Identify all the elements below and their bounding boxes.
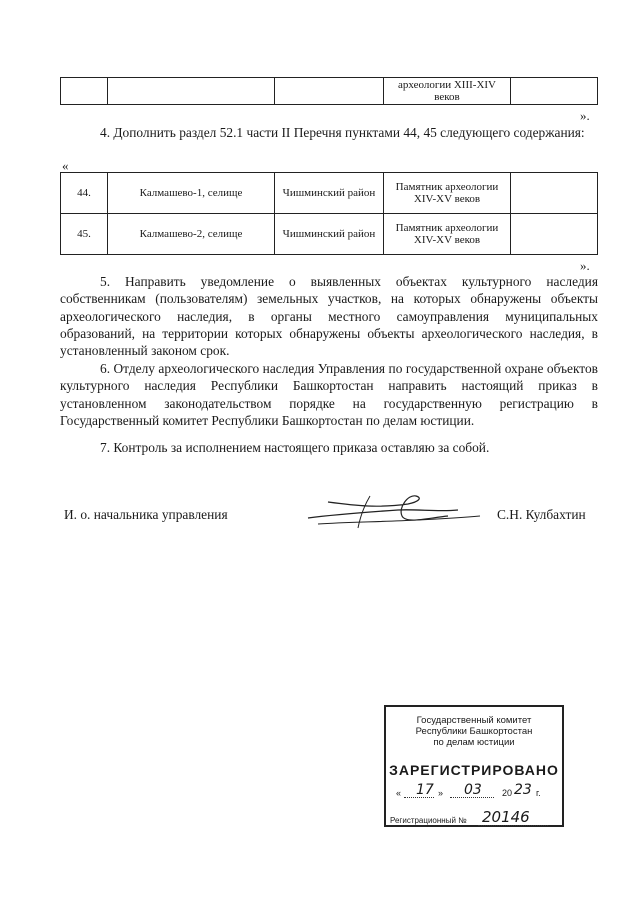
paragraph-6: 6. Отделу археологического наследия Управления по государственной охране объектов культурного наследия Республики Башкортостан направить настоящий приказ в установленном законодательством порядке на государственную регистрацию в Государственный комитет Республики Башкортостан по делам юстиции. (60, 361, 598, 428)
table-cell (275, 78, 384, 105)
row-number: 44. (61, 173, 108, 214)
table-cell (511, 214, 598, 255)
table-row (61, 214, 598, 255)
object-type: Памятник археологии XIV-XV веков (384, 173, 511, 214)
table-cell (108, 78, 275, 105)
paragraph-4: 4. Дополнить раздел 52.1 части II Перечня пунктами 44, 45 следующего содержания: (100, 125, 585, 140)
paragraph-5: 5. Направить уведомление о выявленных объектах культурного наследия собственникам (пользователям) земельных участков, на которых обнаружены объекты археологического наследия, в органы местного самоуправления муниципальных образований, на территории которых обнаружены объекты археологического наследия, в установленный законом срок. (60, 274, 598, 359)
row-number: 45. (61, 214, 108, 255)
object-name: Калмашево-2, селище (108, 214, 275, 255)
signatory-position: И. о. начальника управления (64, 507, 228, 522)
closing-quote: ». (580, 258, 590, 273)
table-row (61, 173, 598, 214)
table-cell (511, 78, 598, 105)
signatory-name: С.Н. Кулбахтин (497, 507, 586, 522)
stamp-date: « 17 » 03 20 23 г. (396, 782, 541, 798)
table-cell (511, 173, 598, 214)
top-table (60, 77, 598, 105)
stamp-month: 03 (464, 782, 482, 798)
paragraph-7: 7. Контроль за исполнением настоящего приказа оставляю за собой. (100, 440, 490, 455)
table-cell (61, 78, 108, 105)
stamp-line-3: по делам юстиции (433, 737, 515, 748)
closing-quote: ». (580, 108, 590, 123)
registration-stamp (384, 705, 564, 827)
opening-quote: « (62, 158, 69, 173)
object-name: Калмашево-1, селище (108, 173, 275, 214)
stamp-year-prefix: 20 (502, 788, 513, 798)
stamp-day: 17 (416, 782, 434, 798)
stamp-line-2: Республики Башкортостан (415, 726, 533, 737)
table-cell: археологии XIII-XIV веков (384, 78, 511, 105)
stamp-reg-label: Регистрационный № (390, 816, 467, 825)
objects-table (60, 172, 598, 255)
district: Чишминский район (275, 214, 384, 255)
district: Чишминский район (275, 173, 384, 214)
object-type: Памятник археологии XIV-XV веков (384, 214, 511, 255)
stamp-year-suffix: 23 (514, 782, 532, 798)
stamp-registration (386, 808, 562, 828)
stamp-year-end: г. (536, 788, 541, 798)
stamp-title: ЗАРЕГИСТРИРОВАНО (389, 762, 559, 778)
handwritten-signature (298, 488, 488, 536)
table-row (61, 78, 598, 105)
stamp-line-1: Государственный комитет (416, 715, 532, 726)
stamp-reg-number: 20146 (482, 808, 530, 826)
